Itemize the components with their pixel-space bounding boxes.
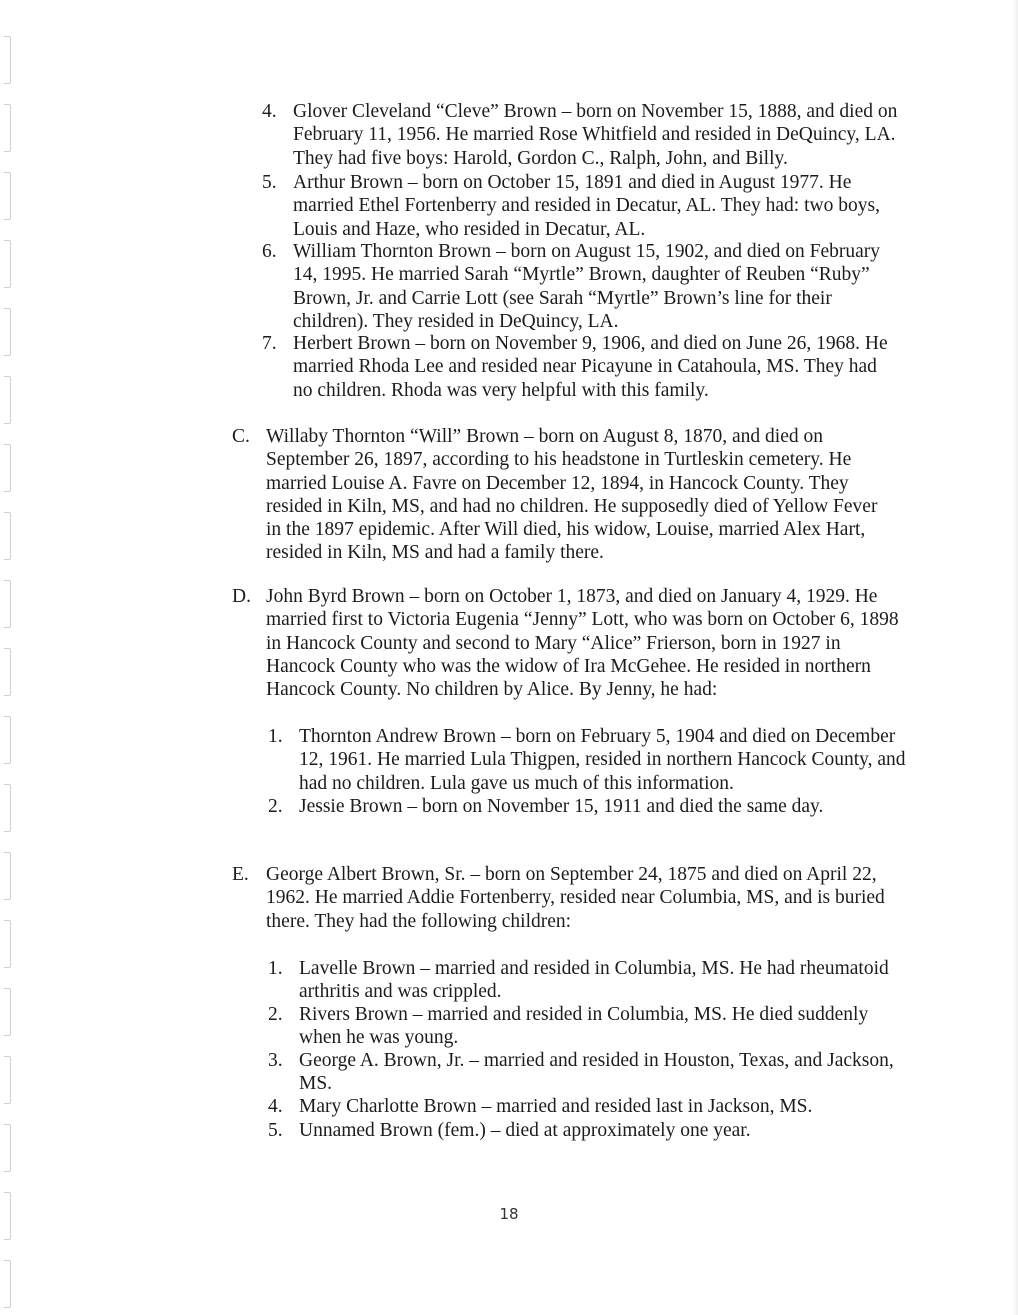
list-number: 1.	[268, 726, 283, 747]
list-number: 4.	[268, 1096, 283, 1117]
list-number: 7.	[262, 333, 277, 354]
list-text-line: no children. Rhoda was very helpful with this family.	[293, 379, 709, 401]
list-text-line: married Rhoda Lee and resided near Picayune in Catahoula, MS. They had	[293, 356, 877, 378]
list-number: 2.	[268, 796, 283, 817]
list-text-line: children). They resided in DeQuincy, LA.	[293, 310, 619, 332]
section-text-line: in Hancock County and second to Mary “Alice” Frierson, born in 1927 in	[266, 632, 841, 654]
list-item-d1	[268, 725, 906, 795]
list-text-line: when he was young.	[299, 1027, 459, 1049]
list-text-line: Lavelle Brown – married and resided in Columbia, MS. He had rheumatoid	[299, 958, 889, 979]
list-number: 6.	[262, 241, 277, 262]
list-number: 5.	[268, 1120, 283, 1141]
section-text-line: in the 1897 epidemic. After Will died, his widow, Louise, married Alex Hart,	[266, 519, 866, 541]
section-text-line: Willaby Thornton “Will” Brown – born on August 8, 1870, and died on	[266, 426, 824, 447]
section-letter: C.	[232, 426, 250, 447]
list-number: 4.	[262, 101, 277, 122]
list-text-line: MS.	[299, 1073, 333, 1095]
section-text-line: George Albert Brown, Sr. – born on September 24, 1875 and died on April 22,	[266, 864, 877, 885]
section-text-line: John Byrd Brown – born on October 1, 1873, and died on January 4, 1929. He	[266, 586, 878, 607]
list-text-line: George A. Brown, Jr. – married and resided in Houston, Texas, and Jackson,	[299, 1050, 894, 1071]
list-text-line: married Ethel Fortenberry and resided in Decatur, AL. They had: two boys,	[293, 195, 880, 217]
section-text-line: there. They had the following children:	[266, 910, 572, 932]
section-text-line: resided in Kiln, MS and had a family there.	[266, 542, 604, 564]
list-number: 3.	[268, 1050, 283, 1071]
list-number: 5.	[262, 172, 277, 193]
list-text-line: February 11, 1956. He married Rose Whitfield and resided in DeQuincy, LA.	[293, 124, 896, 146]
list-item-e3	[268, 1049, 894, 1096]
section-letter: E.	[232, 864, 249, 885]
list-text-line: Brown, Jr. and Carrie Lott (see Sarah “Myrtle” Brown’s line for their	[293, 287, 832, 309]
list-item-e4	[268, 1095, 812, 1118]
list-item-b7	[262, 332, 888, 402]
section-e	[232, 863, 885, 933]
list-text-line: Unnamed Brown (fem.) – died at approximately one year.	[299, 1120, 751, 1141]
binding-holes	[0, 0, 20, 1315]
page-number: 18	[499, 1205, 519, 1223]
list-text-line: Jessie Brown – born on November 15, 1911 and died the same day.	[299, 796, 824, 817]
list-text-line: Thornton Andrew Brown – born on February 5, 1904 and died on December	[299, 726, 896, 747]
section-text-line: September 26, 1897, according to his headstone in Turtleskin cemetery. He	[266, 449, 852, 471]
section-text-line: resided in Kiln, MS, and had no children. He supposedly died of Yellow Fever	[266, 495, 878, 517]
list-item-e5	[268, 1119, 751, 1142]
list-number: 2.	[268, 1004, 283, 1025]
list-text-line: Arthur Brown – born on October 15, 1891 and died in August 1977. He	[293, 172, 852, 193]
section-text-line: 1962. He married Addie Fortenberry, resided near Columbia, MS, and is buried	[266, 887, 885, 909]
section-d	[232, 585, 899, 701]
list-item-b5	[262, 171, 880, 241]
list-text-line: Mary Charlotte Brown – married and resided last in Jackson, MS.	[299, 1096, 813, 1117]
list-text-line: Glover Cleveland “Cleve” Brown – born on November 15, 1888, and died on	[293, 101, 898, 122]
list-item-b6	[262, 240, 880, 333]
list-item-e2	[268, 1003, 868, 1050]
list-text-line: William Thornton Brown – born on August 15, 1902, and died on February	[293, 241, 881, 262]
list-item-b4	[262, 100, 897, 170]
list-item-e1	[268, 957, 889, 1004]
list-text-line: They had five boys: Harold, Gordon C., Ralph, John, and Billy.	[293, 147, 788, 169]
list-text-line: 14, 1995. He married Sarah “Myrtle” Brown, daughter of Reuben “Ruby”	[293, 264, 870, 286]
section-text-line: Hancock County who was the widow of Ira McGehee. He resided in northern	[266, 655, 871, 677]
list-text-line: Louis and Haze, who resided in Decatur, AL.	[293, 218, 646, 240]
list-text-line: had no children. Lula gave us much of this information.	[299, 772, 734, 794]
section-text-line: Hancock County. No children by Alice. By Jenny, he had:	[266, 679, 718, 701]
section-text-line: married Louise A. Favre on December 12, 1894, in Hancock County. They	[266, 472, 849, 494]
section-letter: D.	[232, 586, 251, 607]
section-c	[232, 425, 877, 565]
list-item-d2	[268, 795, 823, 818]
section-text-line: married first to Victoria Eugenia “Jenny” Lott, who was born on October 6, 1898	[266, 609, 899, 631]
list-text-line: 12, 1961. He married Lula Thigpen, resided in northern Hancock County, and	[299, 749, 906, 771]
list-text-line: arthritis and was crippled.	[299, 981, 502, 1003]
list-text-line: Herbert Brown – born on November 9, 1906, and died on June 26, 1968. He	[293, 333, 888, 354]
list-text-line: Rivers Brown – married and resided in Columbia, MS. He died suddenly	[299, 1004, 869, 1025]
page-edge	[1012, 0, 1018, 1315]
list-number: 1.	[268, 958, 283, 979]
